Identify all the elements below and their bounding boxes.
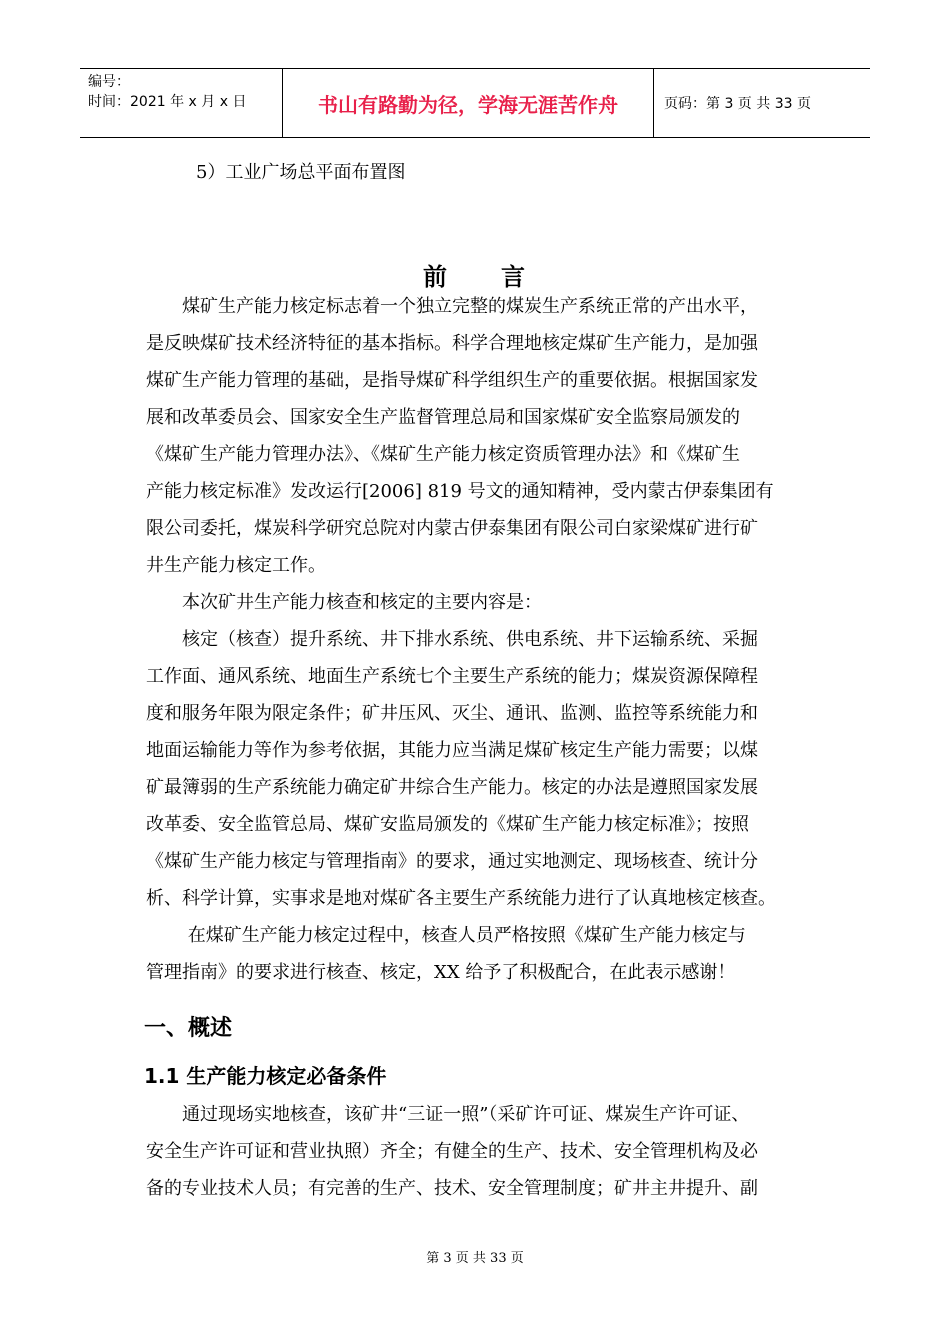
header-page-number: 页码：第 3 页 共 33 页 — [664, 96, 811, 112]
paragraph-line: 限公司委托，煤炭科学研究总院对内蒙古伊泰集团有限公司白家梁煤矿进行矿 — [146, 518, 758, 539]
page-title: 前 言 — [423, 262, 527, 291]
paragraph-line: 本次矿井生产能力核查和核定的主要内容是： — [146, 592, 542, 613]
paragraph-line: 核定（核查）提升系统、井下排水系统、供电系统、井下运输系统、采掘 — [146, 629, 758, 650]
paragraph-line: 析、科学计算，实事求是地对煤矿各主要生产系统能力进行了认真地核定核查。 — [146, 888, 776, 909]
subsection-heading: 1.1 生产能力核定必备条件 — [144, 1064, 387, 1088]
paragraph-line: 通过现场实地核查，该矿井“三证一照”（采矿许可证、煤炭生产许可证、 — [146, 1104, 750, 1125]
page-footer: 第 3 页 共 33 页 — [426, 1251, 524, 1266]
paragraph-line: 井生产能力核定工作。 — [146, 555, 326, 576]
paragraph-line: 煤矿生产能力管理的基础，是指导煤矿科学组织生产的重要依据。根据国家发 — [146, 370, 758, 391]
paragraph-line: 《煤矿生产能力核定与管理指南》的要求，通过实地测定、现场核查、统计分 — [146, 851, 758, 872]
paragraph-line: 矿最簿弱的生产系统能力确定矿井综合生产能力。核定的办法是遵照国家发展 — [146, 777, 758, 798]
paragraph-line: 《煤矿生产能力管理办法》、《煤矿生产能力核定资质管理办法》和《煤矿生 — [146, 444, 740, 465]
document-number-label: 编号： — [88, 74, 130, 90]
paragraph-line: 工作面、通风系统、地面生产系统七个主要生产系统的能力；煤炭资源保障程 — [146, 666, 758, 687]
header-motto: 书山有路勤为径，学海无涯苦作舟 — [282, 69, 654, 137]
paragraph-line: 安全生产许可证和营业执照）齐全；有健全的生产、技术、安全管理机构及必 — [146, 1141, 758, 1162]
paragraph-line: 煤矿生产能力核定标志着一个独立完整的煤炭生产系统正常的产出水平， — [146, 296, 758, 317]
paragraph-line: 展和改革委员会、国家安全生产监督管理总局和国家煤矿安全监察局颁发的 — [146, 407, 740, 428]
paragraph-line: 产能力核定标准》发改运行[2006] 819 号文的通知精神，受内蒙古伊泰集团有 — [146, 481, 774, 502]
paragraph-line: 是反映煤矿技术经济特征的基本指标。科学合理地核定煤矿生产能力，是加强 — [146, 333, 758, 354]
paragraph-line: 在煤矿生产能力核定过程中，核查人员严格按照《煤矿生产能力核定与 — [146, 925, 746, 946]
paragraph-line: 管理指南》的要求进行核查、核定，XX 给予了积极配合，在此表示感谢！ — [146, 962, 736, 983]
page-header — [80, 68, 870, 138]
paragraph-line: 备的专业技术人员；有完善的生产、技术、安全管理制度；矿井主井提升、副 — [146, 1178, 758, 1199]
paragraph-line: 地面运输能力等作为参考依据，其能力应当满足煤矿核定生产能力需要；以煤 — [146, 740, 758, 761]
header-meta — [80, 69, 282, 137]
paragraph-line: 改革委、安全监管总局、煤矿安监局颁发的《煤矿生产能力核定标准》；按照 — [146, 814, 749, 835]
toc-item: 5）工业广场总平面布置图 — [196, 162, 406, 183]
paragraph-line: 度和服务年限为限定条件；矿井压风、灭尘、通讯、监测、监控等系统能力和 — [146, 703, 758, 724]
section-heading: 一、概述 — [144, 1016, 233, 1041]
document-date: 时间：2021 年 x 月 x 日 — [88, 94, 247, 110]
